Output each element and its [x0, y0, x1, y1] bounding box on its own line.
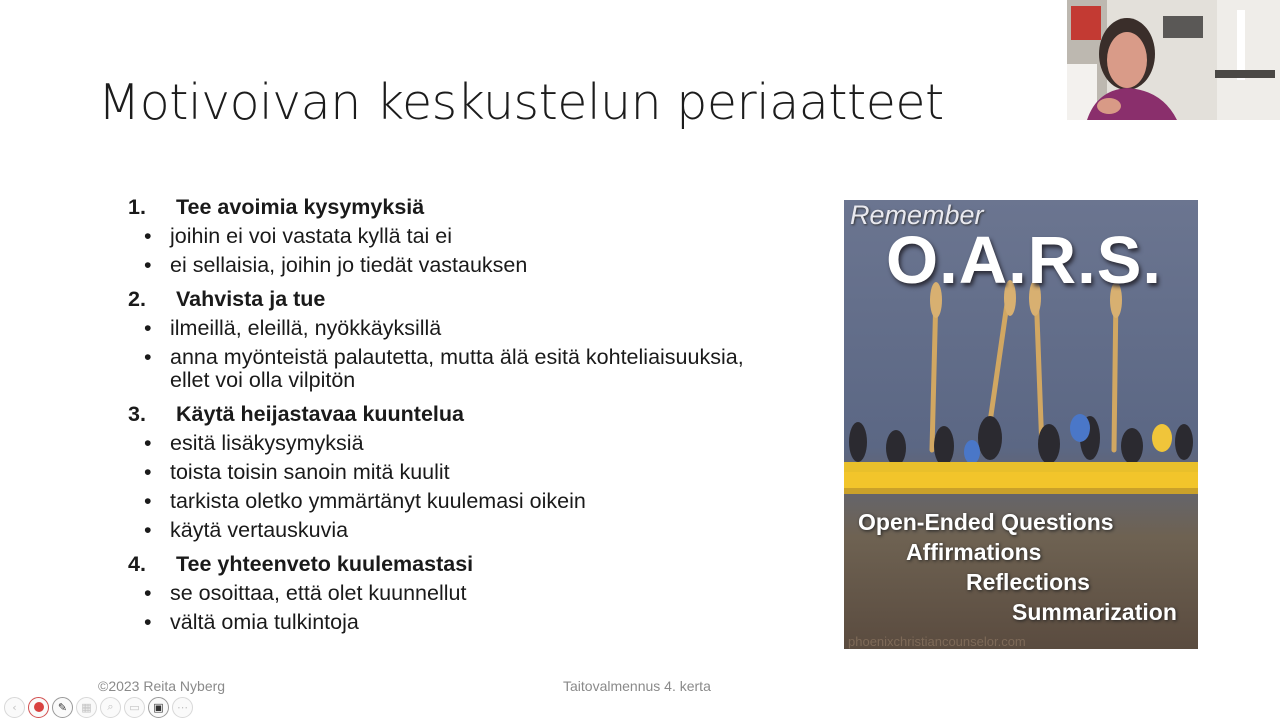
- principle-number: 3.: [128, 401, 146, 426]
- footer-course: Taitovalmennus 4. kerta: [563, 678, 711, 694]
- list-item: [128, 487, 748, 516]
- bullet-icon: •: [144, 253, 152, 277]
- list-item-text: ilmeillä, eleillä, nyökkäyksillä: [170, 316, 442, 340]
- laser-pointer-button[interactable]: [28, 697, 49, 718]
- presentation-toolbar: [0, 696, 193, 718]
- oars-item-open-ended: Open-Ended Questions: [858, 509, 1114, 535]
- principle-4: [128, 549, 748, 637]
- laser-pointer-icon: [34, 702, 44, 712]
- principle-number: 1.: [128, 194, 146, 219]
- list-item-text: käytä vertauskuvia: [170, 518, 349, 542]
- more-icon: ⋯: [177, 700, 188, 714]
- principle-1: [128, 192, 748, 280]
- zoom-button[interactable]: [100, 697, 121, 718]
- principle-heading-text: Käytä heijastavaa kuuntelua: [176, 401, 464, 426]
- camera-button[interactable]: [148, 697, 169, 718]
- principle-3: [128, 399, 748, 545]
- principle-2: [128, 284, 748, 395]
- presenter-webcam: [1067, 0, 1280, 120]
- principle-heading-text: Vahvista ja tue: [176, 286, 326, 311]
- list-item: [128, 458, 748, 487]
- list-item-text: ei sellaisia, joihin jo tiedät vastauksen: [170, 253, 528, 277]
- camera-icon: ▣: [153, 700, 164, 714]
- slide-title: Motivoivan keskustelun periaatteet: [98, 74, 944, 131]
- oars-item-reflections: Reflections: [966, 569, 1090, 595]
- list-item: [128, 314, 748, 343]
- list-item-text: anna myönteistä palautetta, mutta älä esitä kohteliaisuuksia, ellet voi olla vilpitön: [170, 345, 744, 392]
- previous-slide-button[interactable]: [4, 697, 25, 718]
- list-item-text: se osoittaa, että olet kuunnellut: [170, 581, 467, 605]
- oars-acronym: O.A.R.S.: [886, 223, 1163, 298]
- principle-number: 2.: [128, 286, 146, 311]
- principle-heading: [128, 284, 748, 314]
- magnifier-icon: ⌕: [107, 700, 114, 713]
- list-item: [128, 579, 748, 608]
- oars-image: [844, 200, 1198, 649]
- remember-caption: Remember: [850, 200, 984, 230]
- principle-number: 4.: [128, 551, 146, 576]
- list-item: [128, 343, 748, 395]
- oars-item-summarization: Summarization: [1012, 599, 1177, 625]
- principle-heading-text: Tee yhteenveto kuulemastasi: [176, 551, 474, 576]
- subtitles-button[interactable]: [124, 697, 145, 718]
- arrow-left-icon: ‹: [12, 700, 17, 714]
- oars-item-affirmations: Affirmations: [906, 539, 1042, 565]
- bullet-icon: •: [144, 518, 152, 542]
- subtitles-icon: ▭: [129, 700, 140, 714]
- principle-heading: [128, 399, 748, 429]
- image-credit: phoenixchristiancounselor.com: [848, 634, 1026, 649]
- bullet-icon: •: [144, 316, 152, 340]
- bullet-icon: •: [144, 581, 152, 605]
- bullet-icon: •: [144, 610, 152, 634]
- bullet-icon: •: [144, 224, 152, 248]
- list-item-text: esitä lisäkysymyksiä: [170, 431, 364, 455]
- list-item: [128, 516, 748, 545]
- list-item: [128, 608, 748, 637]
- list-item: [128, 251, 748, 280]
- principle-heading-text: Tee avoimia kysymyksiä: [176, 194, 425, 219]
- pen-button[interactable]: [52, 697, 73, 718]
- boat-hull: [844, 472, 1198, 488]
- principle-heading: [128, 192, 748, 222]
- list-item-text: vältä omia tulkintoja: [170, 610, 359, 634]
- footer-copyright: ©2023 Reita Nyberg: [98, 678, 226, 694]
- more-options-button[interactable]: [172, 697, 193, 718]
- slides-grid-icon: ▦: [81, 700, 92, 714]
- list-item: [128, 222, 748, 251]
- bullet-icon: •: [144, 489, 152, 513]
- pen-icon: ✎: [57, 700, 68, 714]
- presenter-video: [1067, 0, 1280, 120]
- list-item-text: tarkista oletko ymmärtänyt kuulemasi oikein: [170, 489, 586, 513]
- principles-list: [128, 192, 748, 641]
- list-item: [128, 429, 748, 458]
- bullet-icon: •: [144, 431, 152, 455]
- slides-grid-button[interactable]: [76, 697, 97, 718]
- list-item-text: joihin ei voi vastata kyllä tai ei: [170, 224, 453, 248]
- bullet-icon: •: [144, 460, 152, 484]
- list-item-text: toista toisin sanoin mitä kuulit: [170, 460, 450, 484]
- principle-heading: [128, 549, 748, 579]
- bullet-icon: •: [144, 345, 152, 369]
